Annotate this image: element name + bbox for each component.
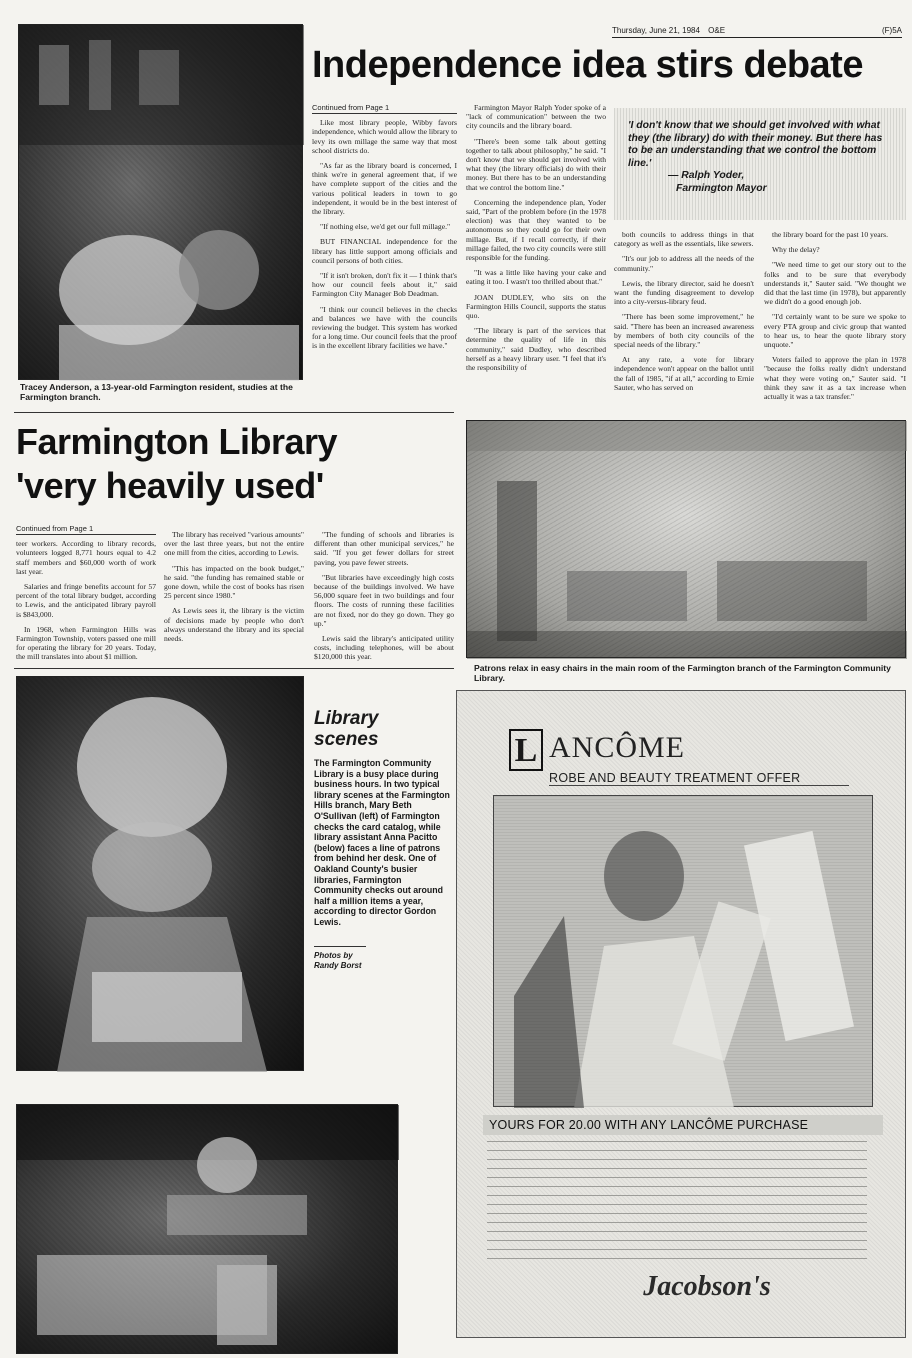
story2-column-3: [314, 530, 454, 668]
paragraph: As Lewis sees it, the library is the victim of decisions made by people who don't always understand the library and its special needs.: [164, 606, 304, 644]
paragraph: "We need time to get our story out to the folks and to be sure that everybody understands it," Sauter said. "We thought we did that the last time (in 1978), but apparently we didn't do a good enough job.: [764, 260, 906, 307]
continued-kicker: Continued from Page 1: [16, 524, 156, 535]
ad-photo-shapes: [494, 796, 874, 1108]
photo-figure: [17, 677, 305, 1072]
continued-kicker: Continued from Page 1: [312, 103, 457, 114]
paragraph: Concerning the independence plan, Yoder said, "Part of the problem before (in the 1978 election) was that they wanted to be autonomous so they could go for their own millage. But, if I recall correctly, if their millage failed, the two city councils were still responsible for the funding.: [466, 197, 606, 263]
paragraph: The library has received "various amounts" over the last three years, but not the entire one mill from the cities, according to Lewis.: [164, 530, 304, 558]
paragraph: BUT FINANCIAL independence for the library has little support among officials and council persons of both cities.: [312, 237, 457, 265]
paragraph: Farmington Mayor Ralph Yoder spoke of a "lack of communication" between the two city councils and the library board.: [466, 103, 606, 131]
pullquote-yoder: [614, 108, 906, 220]
photo-main-room: [466, 420, 906, 658]
ad-robe-photo: [493, 795, 873, 1107]
offer-title: ROBE AND BEAUTY TREATMENT OFFER: [549, 771, 849, 786]
pullquote-attribution-title: Farmington Mayor: [676, 182, 767, 194]
paragraph: Voters failed to approve the plan in 1978 "because the folks really didn't understand what they were voting on," Sauter said. "I think they saw it as a tax increase when actually it was a tax transfer.": [764, 355, 906, 402]
photo-caption-main-room: Patrons relax in easy chairs in the main room of the Farmington branch of the Farmington Community Library.: [474, 663, 891, 683]
paragraph: teer workers. According to library records, volunteers logged 8,771 hours equal to 4.2 staff members and $60,000 worth of work last year.: [16, 539, 156, 576]
paragraph: "There's been some talk about getting together to talk about philosophy," he said. "I don't know that we should get involved with what they (the library officials) do with their money. But there has to be an understanding that we control the bottom line.": [466, 136, 606, 192]
photo-credit-name: Randy Borst: [314, 960, 362, 970]
headline-farmington-library: [16, 420, 456, 508]
store-logo: Jacobson's: [643, 1271, 771, 1302]
paragraph: Lewis said the library's anticipated utility costs, including telephones, will be about $120,000 this year.: [314, 634, 454, 662]
ad-fine-print: [487, 1139, 867, 1259]
scenes-title: [314, 708, 452, 750]
section-divider: [14, 412, 454, 413]
paragraph: JOAN DUDLEY, who sits on the Farmington Hills Council, supports the status quo.: [466, 292, 606, 321]
paragraph: "The funding of schools and libraries is different than other municipal services," he said. "If you get fewer dollars for street paving, you pave fewer streets.: [314, 530, 454, 567]
dateline: Thursday, June 21, 1984: [612, 26, 700, 35]
photo-desk-shapes: [17, 1105, 399, 1355]
scenes-body: The Farmington Community Library is a busy place during business hours. In two typical library scenes at the Farmington Hills branch, Mary Beth O'Sullivan (left) of Farmington checks the card catalog, while library assistant Anna Pacitto (below) faces a line of patrons from behind her desk. One of Oakland County's busier libraries, Farmington Community checks out around half a million items a year, according to director Gordon Lewis.: [314, 758, 450, 927]
lancome-logo-letter-box: [509, 729, 543, 771]
paragraph: "If nothing else, we'd get our full millage.": [320, 222, 451, 232]
story1-column-2: [466, 103, 606, 378]
photo-room-shapes: [467, 421, 907, 659]
story2-column-1: [16, 524, 156, 668]
paragraph: Salaries and fringe benefits account for 57 percent of the total library budget, according to Lewis, and the anticipated library payroll is $843,000.: [16, 582, 156, 619]
lancome-logo-letter: L: [514, 732, 538, 769]
paragraph: "I think our council believes in the checks and balances we have with the councils reviewing the budget. This system has worked for a long time. Our council feels that the proof is in the excellent library facilities we have.": [312, 304, 457, 351]
paragraph: "There has been some improvement," he said. "There has been an increased awareness by members of both city councils of the special needs of the library.": [614, 312, 754, 350]
paragraph: "If it isn't broken, don't fix it — I think that's how our council feels about it," said Farmington City Manager Bob Deadman.: [312, 271, 457, 299]
photo-caption-tracey: Tracey Anderson, a 13-year-old Farmington resident, studies at the Farmington branch.: [20, 382, 293, 402]
paragraph: both councils to address things in that category as well as the essentials, like sewers.: [614, 230, 754, 249]
lancome-logo-wordmark: ANCÔME: [549, 731, 686, 764]
photo-credit-label: Photos by: [314, 950, 353, 960]
paragraph: "As far as the library board is concerned, I think we're in general agreement that, if we have complete support of the cities and the various political leaders in town to go independent, it would be in the best interest of the library.: [312, 161, 457, 217]
paragraph: "I'd certainly want to be sure we spoke to every PTA group and civic group that wanted to hear us, to hear the quote library story unquote.": [764, 312, 906, 350]
scenes-title-line-1: Library: [314, 708, 379, 729]
scenes-sidebar: [314, 708, 452, 971]
photo-silhouette: [19, 25, 304, 381]
story1-column-1: [312, 103, 457, 357]
headline-independence: Independence idea stirs debate: [312, 44, 863, 86]
pullquote-text: 'I don't know that we should get involved with what they (the library) do with their money. But there has to be an understanding that we control the bottom line.': [628, 120, 883, 169]
paragraph: At any rate, a vote for library independence won't appear on the ballot until the fall of 1985, "if at all," according to Ernie Sauter, who has served on: [614, 355, 754, 392]
paragraph: Like most library people, Wibby favors independence, which would allow the library to levy its own millage the same way that most school districts do.: [312, 118, 457, 155]
paragraph: In 1968, when Farmington Hills was Farmington Township, voters passed one mill for operating the library for 20 years. Today, the mill translates into about $1 million.: [16, 624, 156, 662]
offer-headline: YOURS FOR 20.00 WITH ANY LANCÔME PURCHASE: [483, 1115, 883, 1135]
paragraph: "But libraries have exceedingly high costs because of the buildings involved. We have 56,000 square feet in two buildings and four floors. The costs of running these facilities are not fixed, nor do they go down. They go up.": [314, 572, 454, 628]
scenes-title-line-2: scenes: [314, 729, 379, 750]
section-label: O&E: [708, 26, 726, 35]
lancome-logo: [509, 729, 839, 771]
paragraph: the library board for the past 10 years.: [772, 230, 888, 239]
pullquote-attribution-name: — Ralph Yoder,: [668, 170, 745, 181]
story2-column-2: [164, 530, 304, 649]
photo-tracey-anderson: [18, 24, 303, 380]
paragraph: "This has impacted on the book budget," he said. "the funding has remained stable or gone down, while the cost of books has risen 25 percent since 1980.": [164, 563, 304, 601]
paragraph: Lewis, the library director, said he doesn't want the funding disagreement to develop into a city-versus-library feud.: [614, 278, 754, 307]
paragraph: "The library is part of the services that determine the quality of life in this community," said Dudley, who described herself as a heavy library user. "I feel that it's the responsibility of: [466, 326, 606, 373]
story1-column-4: [764, 230, 906, 407]
photo-card-catalog: [16, 676, 304, 1071]
paragraph: "It's our job to address all the needs of the community.": [614, 254, 754, 273]
lancome-ad: [456, 690, 906, 1338]
page-number: (F)5A: [882, 26, 902, 35]
page-header: [612, 26, 902, 38]
section-divider-lower: [14, 668, 454, 669]
photo-checkout-desk: [16, 1104, 398, 1354]
story1-column-3: [614, 230, 754, 398]
paragraph: Why the delay?: [772, 245, 820, 255]
photo-credit: [314, 946, 366, 971]
paragraph: "It was a little like having your cake and eating it too. I wasn't too thrilled about that.": [466, 268, 606, 287]
headline-line-1: Farmington Library: [16, 421, 338, 462]
headline-line-2: 'very heavily used': [16, 465, 324, 506]
